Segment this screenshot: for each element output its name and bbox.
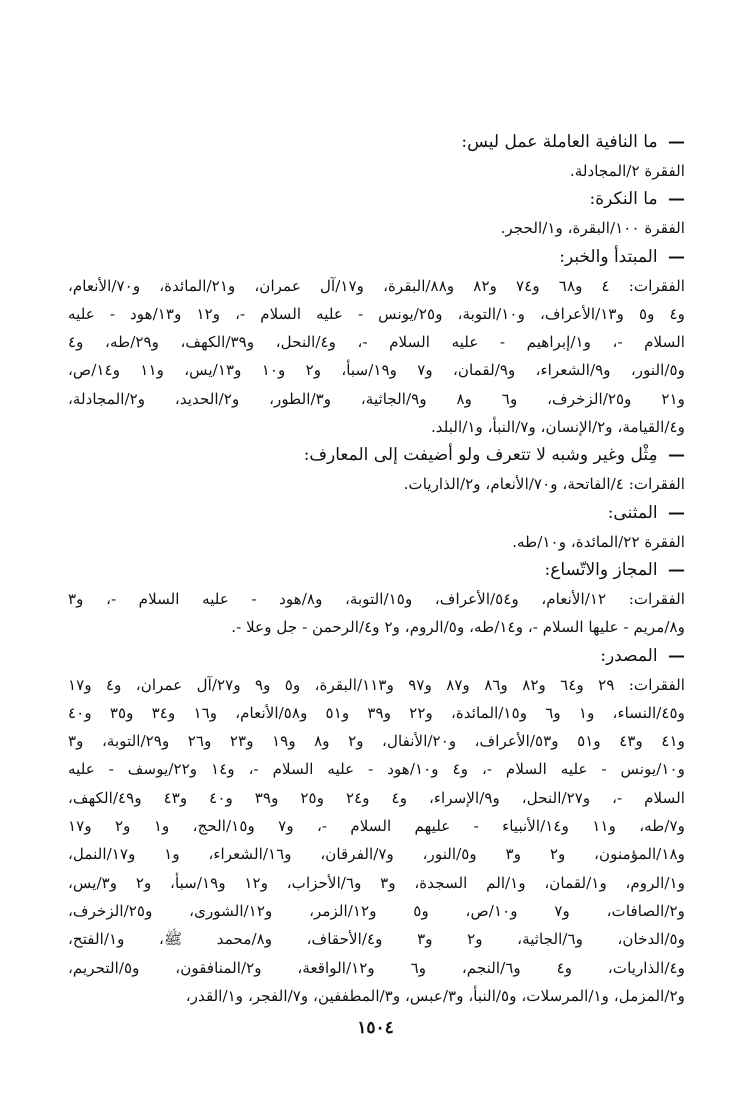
entry-reference-line: و٤/الذاريات، و٤ و٦/النجم، و٦ و١٢/الواقعة، و٢/المنافقون، و٥/التحريم، [68,958,685,977]
entry-reference-line: و١/الروم، و١/لقمان، و١/الم السجدة، و٣ و٦/الأحزاب، و١٢ و١٩/سبأ، و٢ و٣/يس، [68,873,685,892]
entry-reference-line: و٢/المزمل، و١/المرسلات، و٥/النبأ، و٣/عبس، و٣/المطففين، و٧/الفجر، و١/القدر، [185,986,685,1005]
entry-reference-line: و٢١ و٢٥/الزخرف، و٦ و٨ و٩/الجاثية، و٣/الطور، و٢/الحديد، و٢/المجادلة، [68,389,685,408]
entry-reference-line: السلام -، و٢٧/النحل، و٩/الإسراء، و٤ و٢٤ و٢٥ و٣٩ و٤٠ و٤٣ و٤٩/الكهف، [68,788,685,807]
index-entry [68,243,685,442]
entry-reference-line: و٤ و٥ و١٣/الأعراف، و١٠/التوبة، و٢٥/يونس - عليه السلام -، و١٢ و١٣/هود - عليه [68,304,685,323]
dash-marker: — [668,132,685,152]
dash-marker: — [668,445,685,466]
entry-reference-line: الفقرات: ٤ و٦٨ و٧٤ و٨٢ و٨٨/البقرة، و١٧/آل عمران، و٢١/المائدة، و٧٠/الأنعام، [68,276,685,295]
entry-heading [68,441,685,470]
dash-marker: — [668,559,685,580]
entry-heading [68,185,685,214]
entry-reference-line: الفقرات: ٢٩ و٦٤ و٨٢ و٨٦ و٨٧ و٩٧ و١١٣/البقرة، و٥ و٩ و٢٧/آل عمران، و٤ و١٧ [68,675,685,694]
entry-reference-line: و٤/القيامة، و٢/الإنسان، و٧/النبأ، و١/البلد. [430,418,685,437]
entry-heading-text: ما النكرة: [589,189,658,210]
dash-marker: — [668,502,685,523]
entry-reference-line: الفقرة ٢/المجادلة. [569,162,685,180]
entry-reference-line: و١٨/المؤمنون، و٢ و٣ و٥/النور، و٧/الفرقان، و١٦/الشعراء، و١ و١٧/النمل، [68,845,685,864]
entry-reference-line: الفقرات: ١٢/الأنعام، و٥٤/الأعراف، و١٥/التوبة، و٨/هود - عليه السلام -، و٣ [68,589,685,608]
entry-heading-text: المجاز والاتّساع: [544,559,658,580]
entry-heading-text: المصدر: [600,645,658,666]
entry-reference-line: و٥/الدخان، و٦/الجاثية، و٢ و٣ و٤/الأحقاف، و٨/محمد ﷺ، و١/الفتح، [68,930,685,949]
dash-marker: — [668,246,685,267]
entry-heading-text: مِثْل وغير وشبه لا تتعرف ولو أضيفت إلى المعارف: [303,445,658,466]
entry-heading-text: ما النافية العاملة عمل ليس: [461,132,658,152]
entry-heading [68,556,685,585]
entry-reference-line: و٧/طه، و١١ و١٤/الأنبياء - عليهم السلام -، و٧ و١٥/الحج، و١ و٢ و١٧ [68,817,685,836]
entry-reference-line: و١٠/يونس - عليه السلام -، و٤ و١٠/هود - عليه السلام -، و١٤ و٢٢/يوسف - عليه [68,760,685,779]
entry-reference-line: الفقرة ٢٢/المائدة، و١٠/طه. [512,532,685,551]
entry-reference-line: و٢/الصافات، و٧ و١٠/ص، و٥ و١٢/الزمر، و١٢/الشورى، و٢٥/الزخرف، [68,901,685,920]
entry-reference-line: و٥/النور، و٩/الشعراء، و٩/لقمان، و٧ و١٩/سبأ، و٢ و١٠ و١٣/يس، و١١ و١٤/ص، [68,361,685,380]
entry-reference-line: الفقرات: ٤/الفاتحة، و٧٠/الأنعام، و٢/الذاريات. [403,475,685,494]
index-entry [68,556,685,642]
entry-reference-line: و٤١ و٤٣ و٥١ و٥٣/الأعراف، و٢٠/الأنفال، و٢ و٨ و١٩ و٢٣ و٢٦ و٢٩/التوبة، و٣ [68,732,685,751]
entry-reference-line: و٤٥/النساء، و١ و٦ و١٥/المائدة، و٢٢ و٣٩ و٥١ و٥٨/الأنعام، و١٦ و٣٤ و٣٥ و٤٠ [68,703,685,722]
entry-heading [68,243,685,272]
index-entry [68,185,685,242]
index-entry [68,441,685,498]
entry-heading-text: المثنى: [607,502,658,523]
entry-reference-line: الفقرة ١٠٠/البقرة، و١/الحجر. [500,219,685,238]
dash-marker: — [668,645,685,666]
dash-marker: — [668,189,685,210]
page-number: ١٥٠٤ [357,1018,394,1038]
entry-heading-text: المبتدأ والخبر: [559,246,658,267]
entry-heading [68,128,685,157]
entry-reference-line: السلام -، و١/إبراهيم - عليه السلام -، و٤/النحل، و٣٩/الكهف، و٢٩/طه، و٤ [68,333,685,352]
entry-heading [68,499,685,528]
index-entry [68,128,685,185]
index-entry [68,642,685,1011]
index-entry [68,499,685,556]
entry-reference-line: و٨/مريم - عليها السلام -، و١٤/طه، و٥/الروم، و٢ و٤/الرحمن - جل وعلا -. [231,618,685,637]
entry-heading [68,642,685,671]
